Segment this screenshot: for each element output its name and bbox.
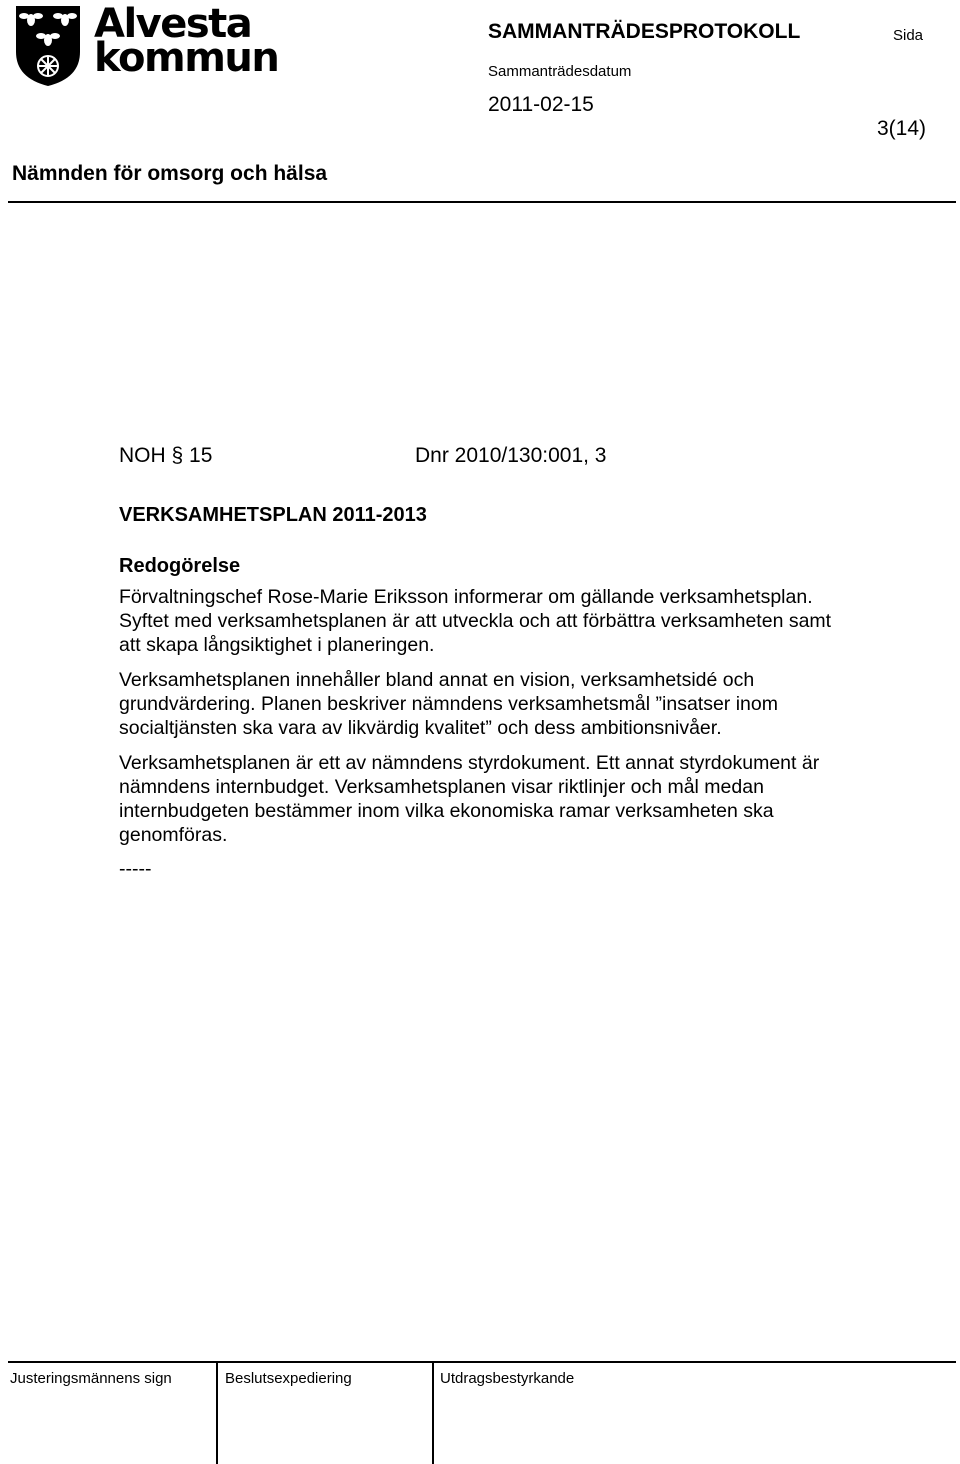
paragraph-1	[119, 585, 939, 657]
footer-signature-label: Justeringsmännens sign	[10, 1370, 172, 1387]
paragraph-line: att skapa långsiktighet i planeringen.	[119, 634, 435, 656]
page-number: 3(14)	[877, 117, 927, 140]
paragraph-line: Förvaltningschef Rose-Marie Eriksson informerar om gällande verksamhetsplan.	[119, 586, 813, 608]
case-dnr: Dnr 2010/130:001, 3	[415, 444, 607, 467]
header-divider	[8, 201, 956, 203]
item-title: VERKSAMHETSPLAN 2011-2013	[119, 504, 427, 526]
document-type: SAMMANTRÄDESPROTOKOLL	[488, 20, 801, 43]
paragraph-line: grundvärdering. Planen beskriver nämndens verksamhetsmål ”insatser inom	[119, 693, 778, 715]
item-separator: -----	[119, 858, 152, 880]
paragraph-line: genomföras.	[119, 824, 228, 846]
committee-name: Nämnden för omsorg och hälsa	[12, 162, 328, 185]
logo-text-line1: Alvesta	[94, 1, 252, 47]
paragraph-line: internbudgeten bestämmer inom vilka ekonomiska ramar verksamheten ska	[119, 800, 774, 822]
section-heading: Redogörelse	[119, 555, 241, 577]
paragraph-2	[119, 668, 939, 740]
footer-certification-label: Utdragsbestyrkande	[440, 1370, 575, 1387]
paragraph-line: socialtjänsten ska vara av likvärdig kvalitet” och dess ambitionsnivåer.	[119, 717, 722, 739]
footer-divider	[8, 1361, 956, 1363]
paragraph-3	[119, 751, 939, 847]
footer-column-divider	[216, 1363, 218, 1464]
page-label: Sida	[893, 27, 924, 44]
municipality-logo	[12, 1, 279, 88]
meeting-date: 2011-02-15	[488, 93, 594, 116]
case-reference: NOH § 15	[119, 444, 213, 467]
logo-text-line2: kommun	[94, 35, 279, 81]
paragraph-line: Verksamhetsplanen innehåller bland annat en vision, verksamhetsidé och	[119, 669, 755, 691]
paragraph-line: nämndens internbudget. Verksamhetsplanen visar riktlinjer och mål medan	[119, 776, 764, 798]
meeting-date-label: Sammanträdesdatum	[488, 63, 632, 80]
footer-dispatch-label: Beslutsexpediering	[225, 1370, 352, 1387]
paragraph-line: Syftet med verksamhetsplanen är att utveckla och att förbättra verksamheten samt	[119, 610, 832, 632]
paragraph-line: Verksamhetsplanen är ett av nämndens styrdokument. Ett annat styrdokument är	[119, 752, 820, 774]
coat-of-arms-icon	[12, 2, 84, 88]
footer-column-divider	[432, 1363, 434, 1464]
